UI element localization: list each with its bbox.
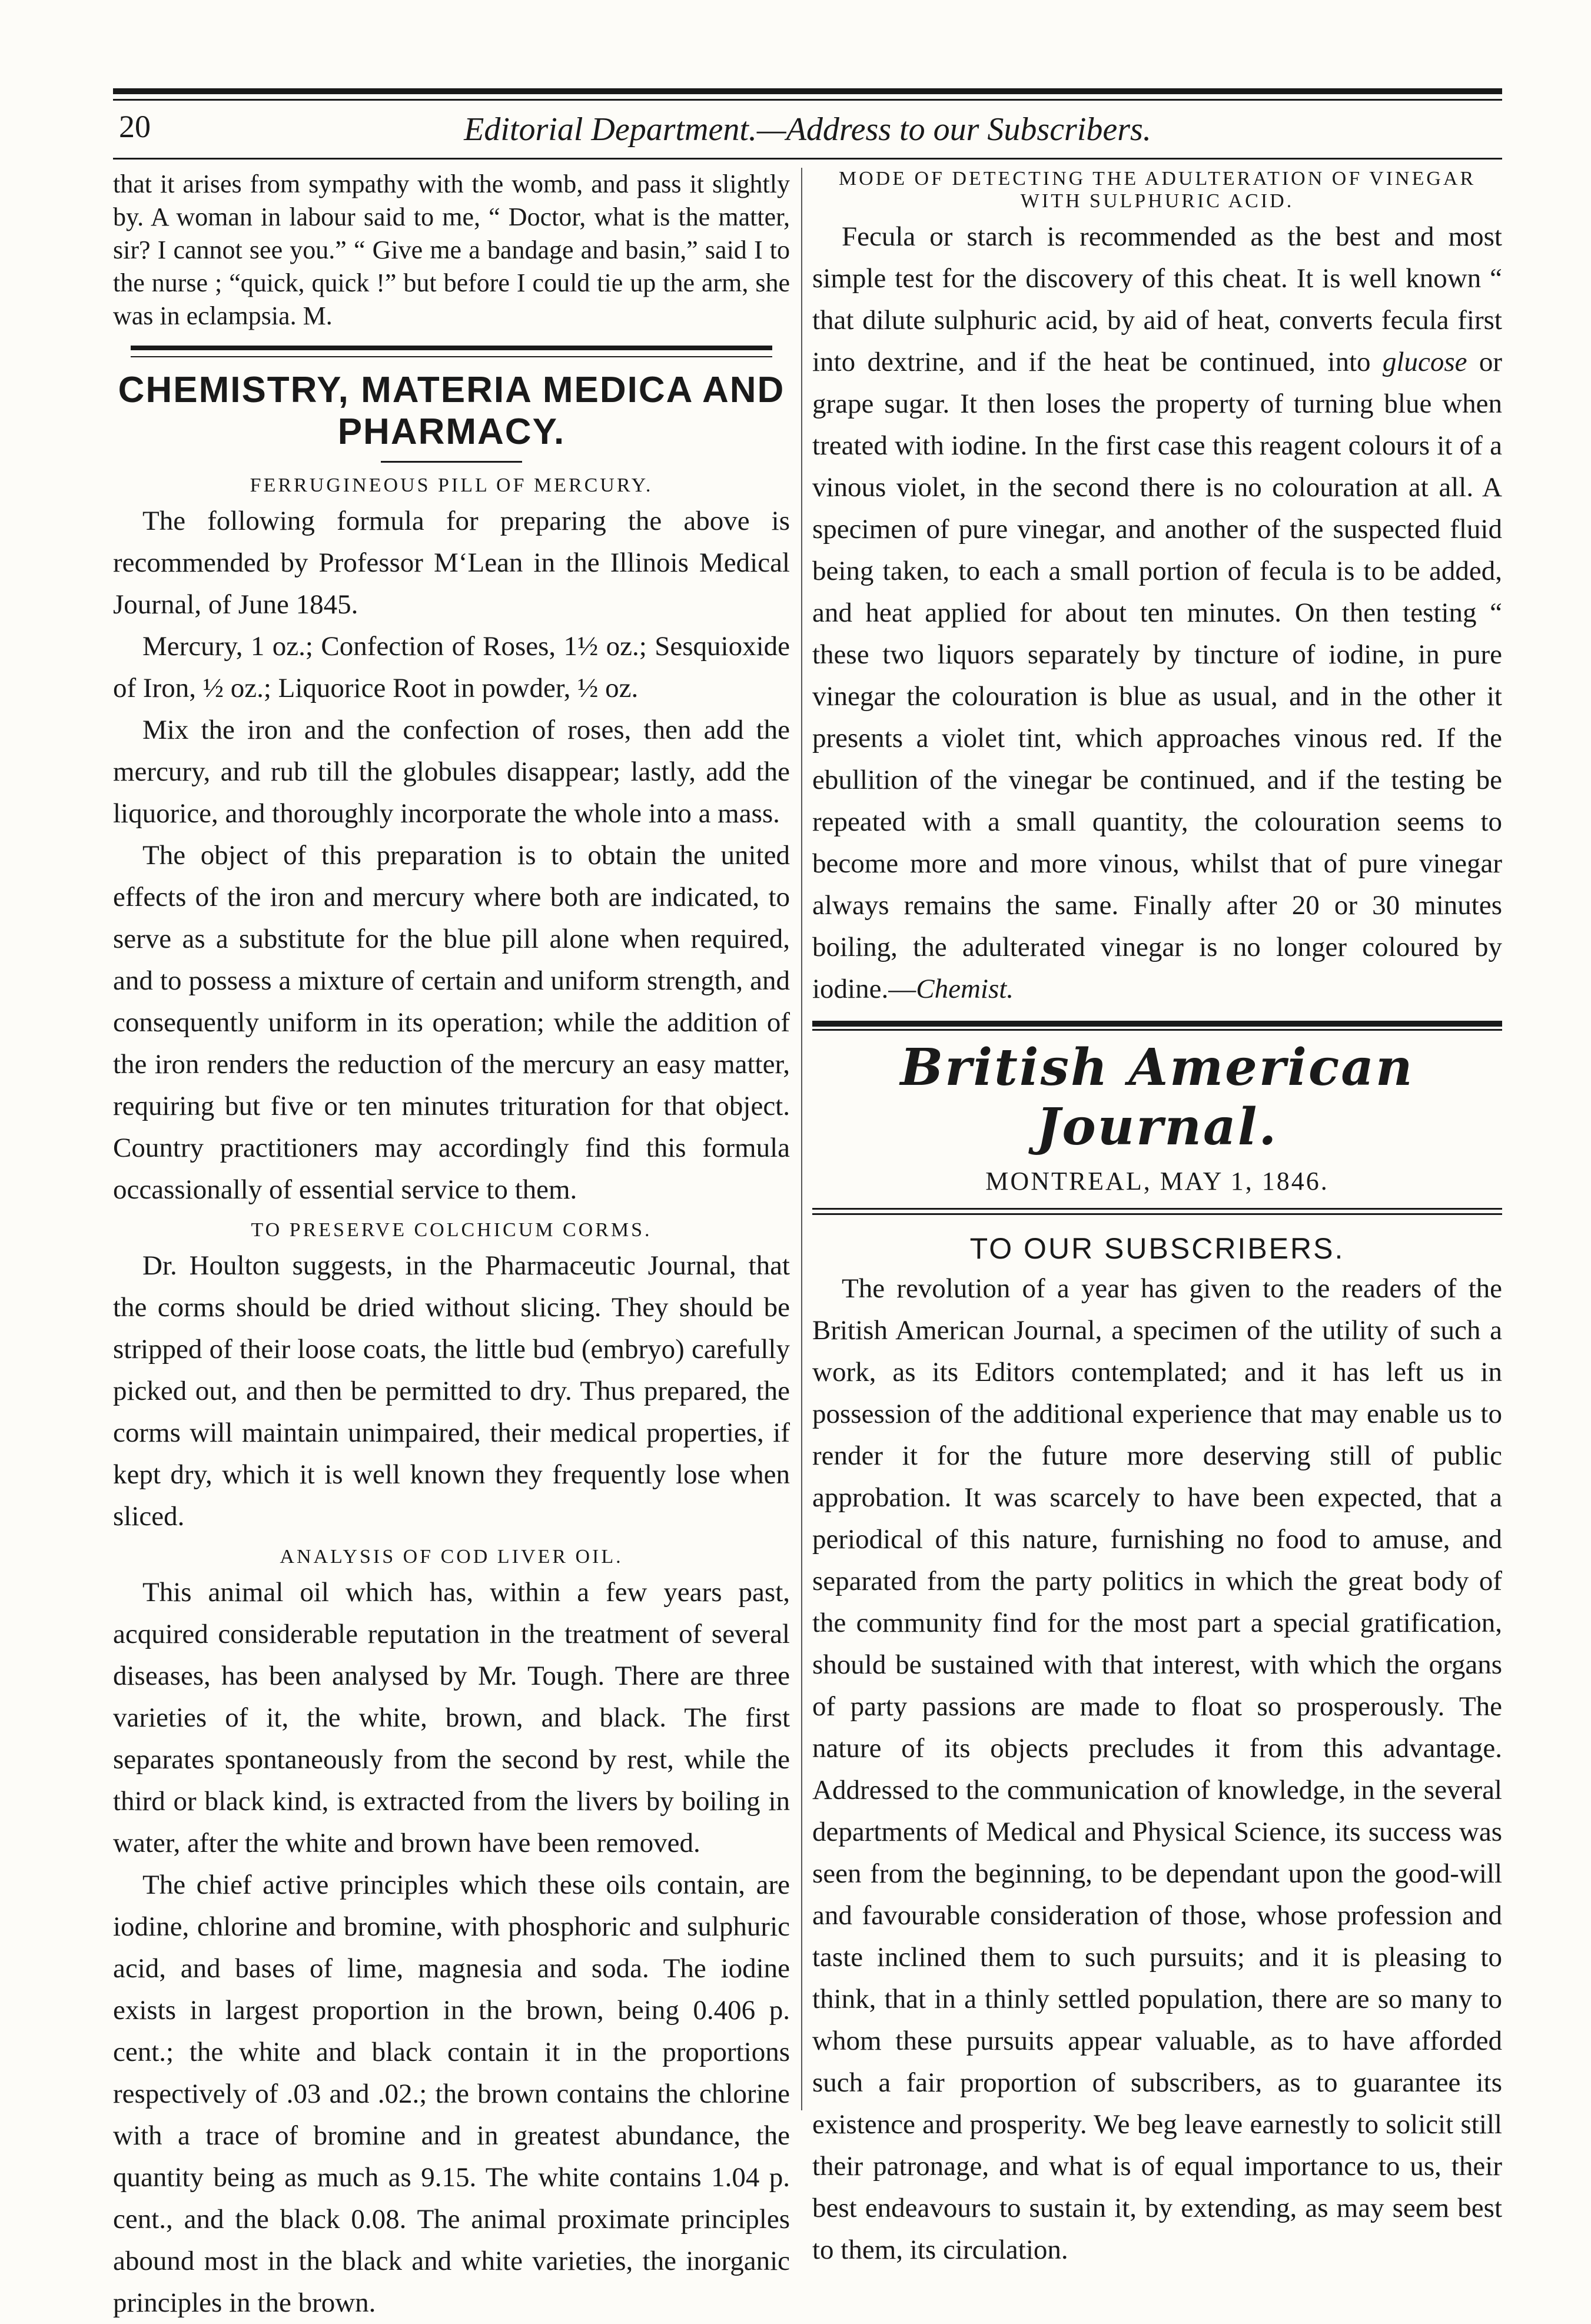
dateline: MONTREAL, MAY 1, 1846. [985,1167,1329,1196]
top-rule-thin [113,99,1502,101]
top-rule [113,88,1502,94]
section-rule [131,346,772,350]
vinegar-source: Chemist. [916,974,1014,1004]
article-paragraph: Mercury, 1 oz.; Confection of Roses, 1½ oz.; Sesquioxide of Iron, ½ oz.; Liquorice Root in powder, ½ oz. [113,631,790,703]
article-heading: FERRUGINEOUS PILL OF MERCURY. [250,474,653,496]
vinegar-heading: MODE OF DETECTING THE ADULTERATION OF VINEGAR WITH SULPHURIC ACID. [838,168,1476,212]
continuation-text: that it arises from sympathy with the womb, and pass it slightly by. A woman in labour said to me, “ Doctor, what is the matter, sir? I cannot see you.” “ Give me a bandage and basin,” said I to the nurse ; “quick, quick !” but before I could tie up the arm, she was in eclampsia. M. [113,170,790,330]
section-title: CHEMISTRY, MATERIA MEDICA AND PHARMACY. [118,370,785,452]
article-heading: TO PRESERVE COLCHICUM CORMS. [251,1219,652,1241]
running-head: Editorial Department.—Address to our Subscribers. [464,111,1151,148]
address-paragraph: The revolution of a year has given to the readers of the British American Journal, a specimen of the utility of such a work, as its Editors contemplated; and it has left us in possession of the additional experience that may enable us to render it for the future more deserving still of public approbation. It was scarcely to have been expected, that a periodical of this nature, furnishing no food to amuse, and separated from the party politics in which the great body of the community find for the most part a special gratification, should be sustained with that interest, with which the organs of party passions are made to float so prosperously. The nature of its objects precludes it from this advantage. Addressed to the communication of knowledge, in the several departments of Medical and Physical Science, its success was seen from the beginning, to be dependant upon the good-will and favourable consideration of those, whose profession and taste inclined them to such pursuits; and it is pleasing to think, that in a thinly settled population, there are so many to whom these pursuits appear valuable, as to have afforded such a fair proportion of subscribers, as to guarantee its existence and prosperity. We beg leave earnestly to solicit still their patronage, and what is of equal importance to us, their best endeavours to sustain it, by extending, as may seem best to them, its circulation. [812,1273,1502,2265]
left-column [113,168,790,2324]
article-paragraph: Mix the iron and the confection of roses, then add the mercury, and rub till the globules disappear; lastly, add the liquorice, and thoroughly incorporate the whole into a mass. [113,715,790,829]
page-header [113,105,1502,152]
article-heading: ANALYSIS OF COD LIVER OIL. [280,1546,623,1568]
address-title: TO OUR SUBSCRIBERS. [969,1232,1345,1265]
article-paragraph: The following formula for preparing the above is recommended by Professor M‘Lean in the Illinois Medical Journal, of June 1845. [113,506,790,620]
article-paragraph: Dr. Houlton suggests, in the Pharmaceutic Journal, that the corms should be dried without slicing. They should be stripped of their loose coats, the little bud (embryo) carefully picked out, and then be permitted to dry. Thus prepared, the corms will maintain unimpaired, their medical properties, if kept dry, which it is well known they frequently lose when sliced. [113,1250,790,1532]
article-paragraph: The chief active principles which these oils contain, are iodine, chlorine and bromine, with phosphoric and sulphuric acid, and bases of lime, magnesia and soda. The iodine exists in largest proportion in the brown, being 0.406 p. cent.; the white and black contain it in the proportions respectively of .03 and .02.; the brown contains the chlorine with a trace of bromine and in greatest abundance, the quantity being as much as 9.15. The white contains 1.04 p. cent., and the black 0.08. The animal proximate principles abound most in the black and white varieties, the inorganic principles in the brown. [113,1870,790,2318]
masthead-rule [812,1021,1502,1027]
vinegar-paragraph [812,216,1502,1010]
dateline-rule [812,1208,1502,1215]
journal-masthead: British American Journal. [900,1038,1414,1157]
column-divider [801,168,802,2110]
vinegar-text: Fecula or starch is recommended as the best and most simple test for the discovery of this cheat. It is well known “ that dilute sulphuric acid, by aid of heat, converts fecula first into dextrine, and if the heat be continued, into [812,221,1502,377]
article-paragraph: The object of this preparation is to obtain the united effects of the iron and mercury where both are indicated, to serve as a substitute for the blue pill alone when required, and to possess a mixture of certain and uniform strength, and consequently uniform in its operation; while the addition of the iron renders the reduction of the mercury an easy matter, requiring but five or ten minutes trituration for that object. Country practitioners may accordingly find this formula occassionally of essential service to them. [113,840,790,1205]
article-paragraph: This animal oil which has, within a few years past, acquired considerable reputation in the treatment of several diseases, has been analysed by Mr. Tough. There are three varieties of it, the white, brown, and black. The first separates spontaneously from the second by rest, while the third or black kind, is extracted from the livers by boiling in water, after the white and brown have been removed. [113,1577,790,1858]
glucose-term: glucose [1382,347,1467,377]
right-column [812,168,1502,2271]
section-short-rule [381,461,522,463]
vinegar-text-continued: or grape sugar. It then loses the property of turning blue when treated with iodine. In the first case this reagent colours it of a vinous violet, in the second there is no colouration at all. A specimen of pure vinegar, and another of the suspected fluid being taken, to each a small portion of fecula is to be added, and heat applied for about ten minutes. On then testing “ these two liquors separately by tincture of iodine, in pure vinegar the colouration is blue as usual, and in the other it presents a violet tint, which approaches vinous red. If the ebullition of the vinegar be continued, and if the testing be repeated with a small quantity, the colouration seems to become more and more vinous, whilst that of pure vinegar always remains the same. Finally after 20 or 30 minutes boiling, the adulterated vinegar is no longer coloured by iodine.— [812,347,1502,1004]
section-rule-thin [131,356,772,357]
header-rule [113,158,1502,160]
page-number: 20 [119,109,151,144]
masthead-rule-thin [812,1029,1502,1031]
